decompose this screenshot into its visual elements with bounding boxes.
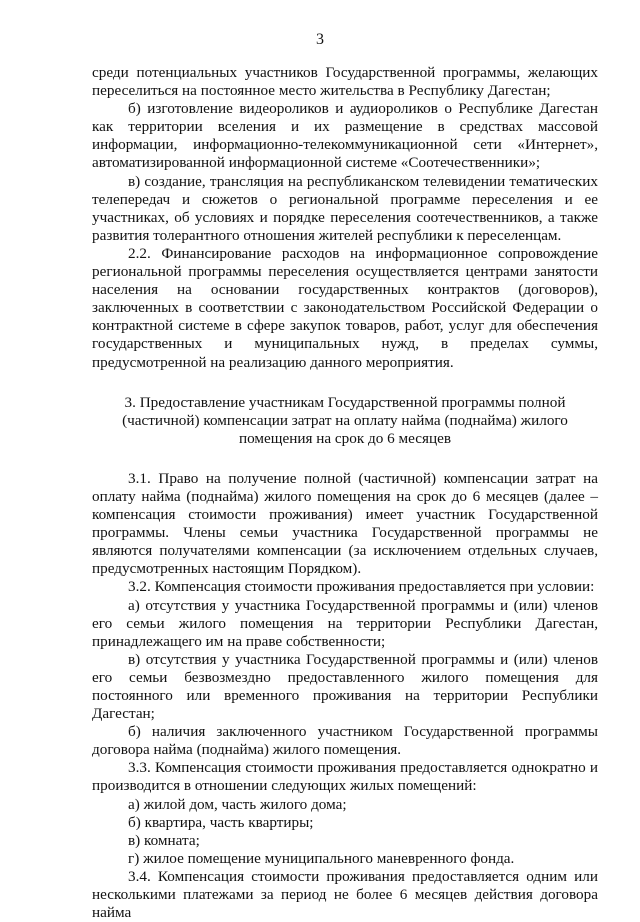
paragraph: в) создание, трансляция на республиканском телевидении тематических телепередач и сюжетов о региональной программе переселения и ее участниках, об условиях и порядке переселения соотечественников, а также развития толерантного отношения жителей республики к переселенцам.: [92, 172, 598, 244]
list-item: г) жилое помещение муниципального маневренного фонда.: [128, 849, 515, 867]
paragraph: среди потенциальных участников Государственной программы, желающих переселиться на постоянное место жительства в Республику Дагестан;: [92, 64, 598, 100]
paragraph: 3.3. Компенсация стоимости проживания предоставляется однократно и производится в отношении следующих жилых помещений:: [92, 759, 598, 795]
paragraph: в) отсутствия у участника Государственной программы и (или) членов его семьи безвозмездно предоставленного жилого помещения для постоянного или временного проживания на территории Республики Дагестан;: [92, 650, 598, 723]
paragraph: б) наличия заключенного участником Государственной программы договора найма (поднайма) жилого помещения.: [92, 723, 598, 759]
list-item: в) комната;: [128, 831, 200, 849]
paragraph: 2.2. Финансирование расходов на информационное сопровождение региональной программы переселения осуществляется центрами занятости населения на основании государственных контрактов (договоров), заключенных в соответствии с законодательством Российской Федерации о контрактной системе в сфере закупок товаров, работ, услуг для обеспечения государственных и муниципальных нужд, в пределах суммы, предусмотренной на реализацию данного мероприятия.: [92, 244, 598, 371]
document-body: [92, 64, 598, 922]
paragraph: 3.4. Компенсация стоимости проживания предоставляется одним или несколькими платежами за период не более 6 месяцев действия договора найма: [92, 867, 598, 922]
paragraph: а) отсутствия у участника Государственной программы и (или) членов его семьи жилого помещения на территории Республики Дагестан, принадлежащего им на праве собственности;: [92, 596, 598, 650]
paragraph: 3.2. Компенсация стоимости проживания предоставляется при условии:: [128, 578, 595, 596]
paragraph: б) изготовление видеороликов и аудиороликов о Республике Дагестан как территории вселения и их размещение в средствах массовой информации, информационно-телекоммуникационной сети «Интернет», автоматизированной информационной системе «Соотечественники»;: [92, 100, 598, 172]
list-item: б) квартира, часть квартиры;: [128, 813, 314, 831]
list-item: а) жилой дом, часть жилого дома;: [128, 795, 347, 813]
paragraph: 3.1. Право на получение полной (частичной) компенсации затрат на оплату найма (поднайма) жилого помещения на срок до 6 месяцев (далее – компенсация стоимости проживания) имеет участник Государственной программы. Члены семьи участника Государственной программы не являются получателями компенсации (за исключением отдельных случаев, предусмотренных настоящим Порядком).: [92, 469, 598, 578]
section-heading: 3. Предоставление участникам Государственной программы полной (частичной) компенсации затрат на оплату найма (поднайма) жилого помещения на срок до 6 месяцев: [122, 393, 568, 447]
page-number: 3: [316, 31, 324, 48]
